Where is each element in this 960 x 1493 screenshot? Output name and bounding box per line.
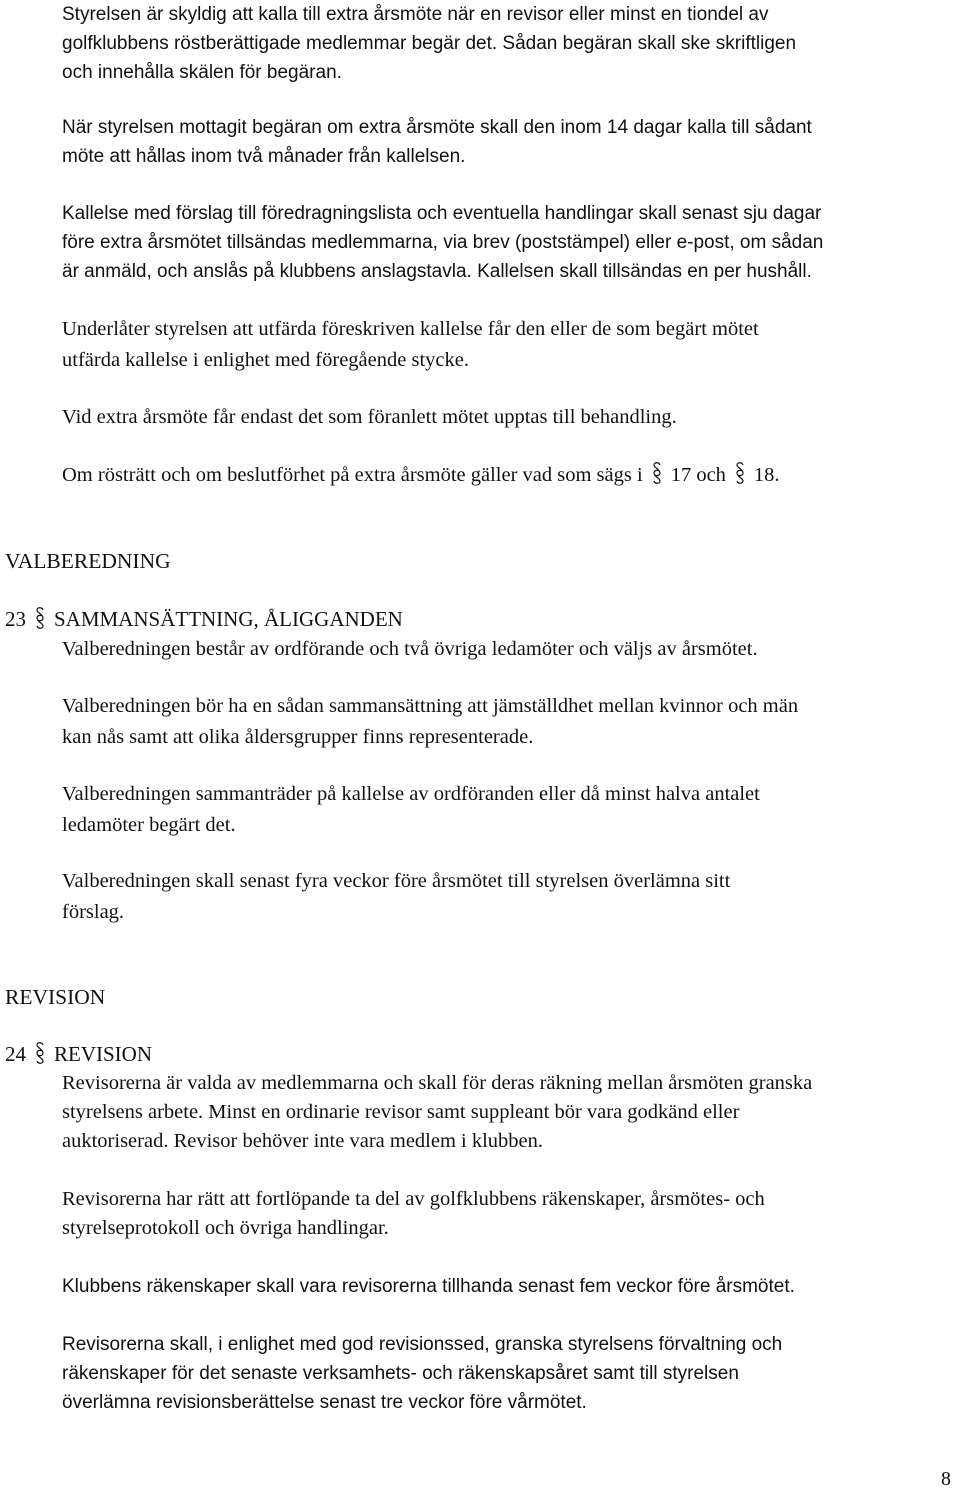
rostratt-reference-b: 18. bbox=[753, 464, 780, 486]
section-sign-icon bbox=[34, 606, 46, 630]
paragraph-valberedning-composition bbox=[62, 634, 758, 665]
text-line: Kallelse med förslag till föredragningslista och eventuella handlingar skall senast sju dagar bbox=[62, 203, 822, 224]
paragraph-valberedning-jamstalldhet bbox=[62, 691, 798, 753]
text-line: När styrelsen mottagit begäran om extra årsmöte skall den inom 14 dagar kalla till sådant bbox=[62, 117, 812, 138]
paragraph-kallelse-content bbox=[62, 199, 823, 286]
text-line: kan nås samt att olika åldersgrupper finns representerade. bbox=[62, 726, 534, 748]
text-line: Revisorerna skall, i enlighet med god revisionssed, granska styrelsens förvaltning och bbox=[62, 1334, 783, 1355]
paragraph-revision-rakenskaper bbox=[62, 1185, 765, 1243]
section-title: REVISION bbox=[54, 1042, 152, 1066]
paragraph-kallelse-timing bbox=[62, 113, 812, 171]
heading-valberedning: VALBEREDNING bbox=[5, 549, 171, 573]
text-line: Valberedningen bör ha en sådan sammansättning att jämställdhet mellan kvinnor och män bbox=[62, 695, 799, 717]
text-line: räkenskaper för det senaste verksamhets- och räkenskapsåret samt till styrelsen bbox=[62, 1363, 739, 1384]
paragraph-underlater bbox=[62, 314, 759, 376]
section-sign-icon bbox=[651, 461, 663, 485]
paragraph-revision-revisionssed bbox=[62, 1330, 782, 1417]
section-23-title bbox=[5, 605, 403, 634]
paragraph-rostratt bbox=[62, 460, 780, 491]
paragraph-revision-granska bbox=[62, 1069, 812, 1156]
text-line: Valberedningen består av ordförande och två övriga ledamöter och väljs av årsmötet. bbox=[62, 638, 758, 660]
text-line: och innehålla skälen för begäran. bbox=[62, 62, 342, 83]
text-line: Valberedningen sammanträder på kallelse av ordföranden eller då minst halva antalet bbox=[62, 783, 760, 805]
paragraph-valberedning-forslag bbox=[62, 866, 730, 928]
text-line: Revisorerna är valda av medlemmarna och skall för deras räkning mellan årsmöten granska bbox=[62, 1072, 813, 1094]
text-line: Klubbens räkenskaper skall vara revisorerna tillhanda senast fem veckor före årsmötet. bbox=[62, 1276, 795, 1297]
text-line: styrelseprotokoll och övriga handlingar. bbox=[62, 1217, 389, 1239]
paragraph-behandling bbox=[62, 402, 677, 433]
text-line: utfärda kallelse i enlighet med föregående stycke. bbox=[62, 349, 469, 371]
page-number: 8 bbox=[941, 1468, 951, 1490]
section-24-title bbox=[5, 1040, 152, 1069]
paragraph-valberedning-sammantrader bbox=[62, 779, 760, 841]
text-line: Styrelsen är skyldig att kalla till extra årsmöte när en revisor eller minst en tiondel av bbox=[62, 4, 769, 25]
text-line: Valberedningen skall senast fyra veckor före årsmötet till styrelsen överlämna sitt bbox=[62, 870, 731, 892]
section-title: SAMMANSÄTTNING, ÅLIGGANDEN bbox=[54, 607, 403, 631]
text-line: golfklubbens röstberättigade medlemmar begär det. Sådan begäran skall ske skriftligen bbox=[62, 33, 797, 54]
section-number: 24 bbox=[5, 1042, 26, 1066]
paragraph-revision-tillhanda bbox=[62, 1272, 795, 1301]
section-number: 23 bbox=[5, 607, 26, 631]
text-line: Vid extra årsmöte får endast det som föranlett mötet upptas till behandling. bbox=[62, 406, 677, 428]
text-line: Revisorerna har rätt att fortlöpande ta del av golfklubbens räkenskaper, årsmötes- och bbox=[62, 1188, 765, 1210]
text-line: är anmäld, och anslås på klubbens anslagstavla. Kallelsen skall tillsändas en per hushåll. bbox=[62, 261, 812, 282]
text-line: före extra årsmötet tillsändas medlemmarna, via brev (poststämpel) eller e-post, om sådan bbox=[62, 232, 824, 253]
rostratt-text: Om rösträtt och om beslutförhet på extra årsmöte gäller vad som sägs i bbox=[62, 464, 643, 486]
text-line: auktoriserad. Revisor behöver inte vara medlem i klubben. bbox=[62, 1130, 544, 1152]
text-line: överlämna revisionsberättelse senast tre veckor före vårmötet. bbox=[62, 1392, 587, 1413]
paragraph-extra-arsmote-duty bbox=[62, 0, 796, 87]
text-line bbox=[62, 460, 780, 491]
heading-revision: REVISION bbox=[5, 985, 106, 1009]
text-line: Underlåter styrelsen att utfärda föreskriven kallelse får den eller de som begärt mötet bbox=[62, 318, 759, 340]
text-line: möte att hållas inom två månader från kallelsen. bbox=[62, 146, 466, 167]
section-sign-icon bbox=[34, 1041, 46, 1065]
section-sign-icon bbox=[734, 461, 746, 485]
rostratt-reference-a: 17 och bbox=[670, 464, 726, 486]
text-line: förslag. bbox=[62, 901, 125, 923]
text-line: styrelsens arbete. Minst en ordinarie revisor samt suppleant bör vara godkänd eller bbox=[62, 1101, 740, 1123]
text-line: ledamöter begärt det. bbox=[62, 814, 236, 836]
